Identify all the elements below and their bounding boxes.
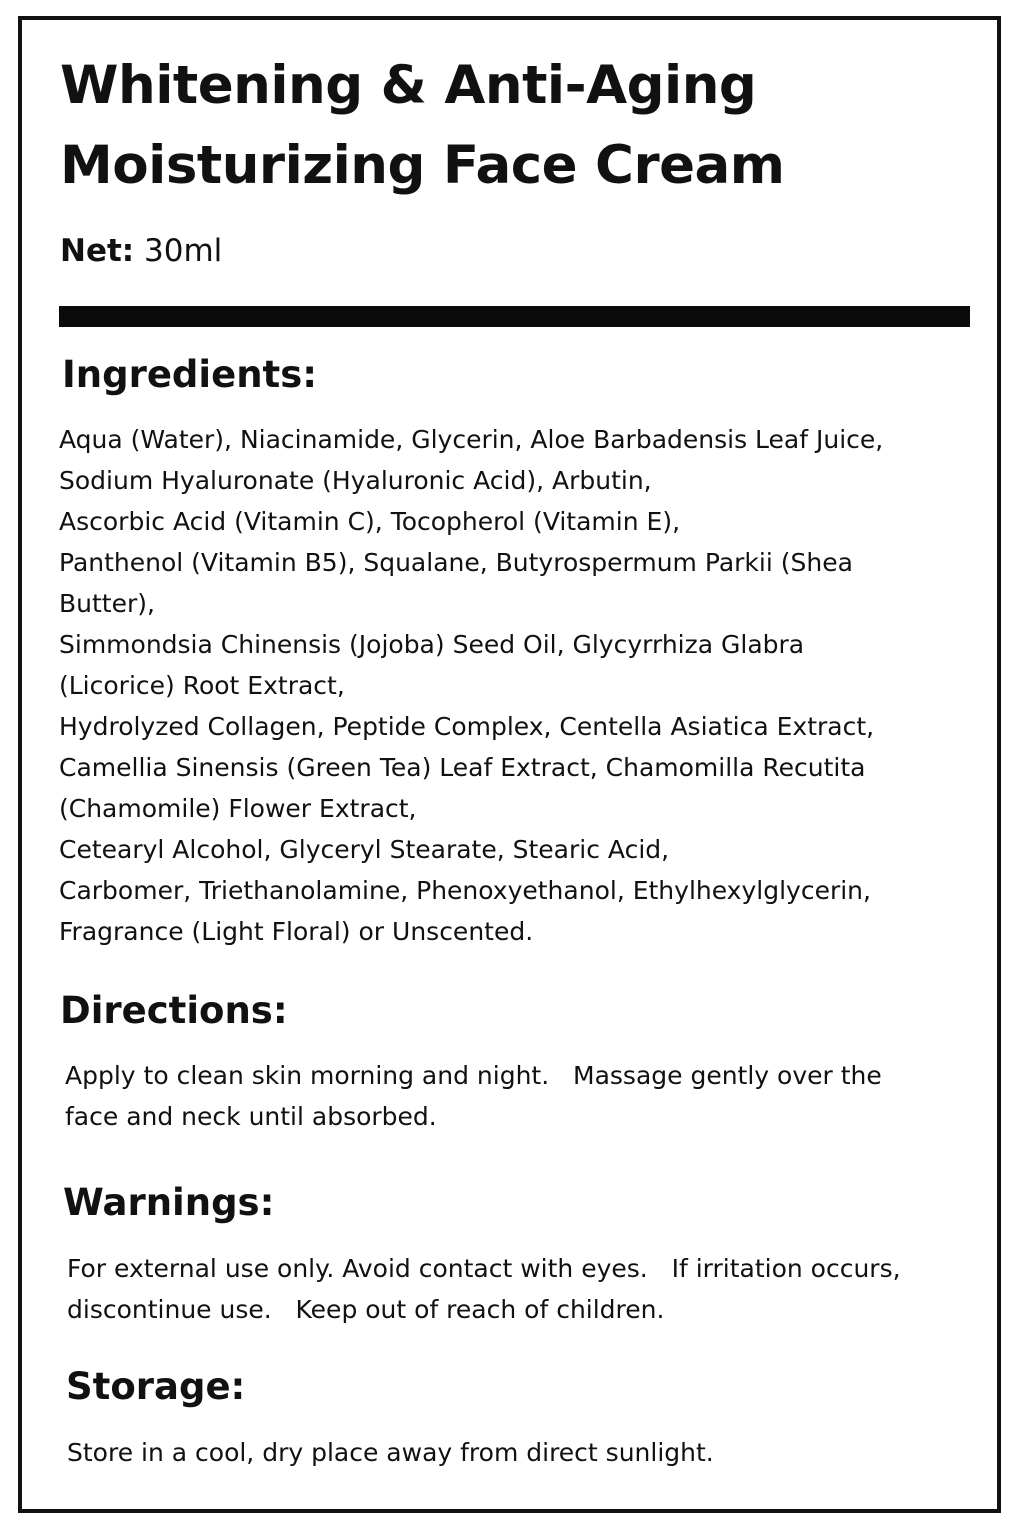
ingredients-line: Carbomer, Triethanolamine, Phenoxyethanol, Ethylhexylglycerin, [59,876,871,905]
ingredients-line: Aqua (Water), Niacinamide, Glycerin, Aloe Barbadensis Leaf Juice, [59,425,884,454]
ingredients-line: (Chamomile) Flower Extract, [59,794,417,823]
ingredients-line: Simmondsia Chinensis (Jojoba) Seed Oil, Glycyrrhiza Glabra [59,630,805,659]
ingredients-line: (Licorice) Root Extract, [59,671,345,700]
product-title-line: Moisturizing Face Cream [60,135,785,196]
ingredients-line: Cetearyl Alcohol, Glyceryl Stearate, Stearic Acid, [59,835,670,864]
storage-heading: Storage: [66,1365,246,1408]
warnings-text [67,1248,901,1330]
directions-heading: Directions: [60,989,288,1032]
storage-line: Store in a cool, dry place away from direct sunlight. [67,1438,714,1467]
directions-text [65,1055,882,1137]
ingredients-line: Ascorbic Acid (Vitamin C), Tocopherol (Vitamin E), [59,507,681,536]
storage-text [67,1432,714,1473]
divider-bar [59,306,970,327]
warnings-line: discontinue use. Keep out of reach of children. [67,1295,665,1324]
warnings-line: For external use only. Avoid contact with eyes. If irritation occurs, [67,1254,901,1283]
net-volume [60,228,222,274]
product-title-line: Whitening & Anti-Aging [60,55,757,116]
ingredients-line: Fragrance (Light Floral) or Unscented. [59,917,534,946]
ingredients-line: Camellia Sinensis (Green Tea) Leaf Extract, Chamomilla Recutita [59,753,866,782]
net-label: Net: [60,233,135,269]
directions-line: face and neck until absorbed. [65,1102,437,1131]
ingredients-line: Butter), [59,589,155,618]
ingredients-heading: Ingredients: [62,353,318,396]
directions-line: Apply to clean skin morning and night. Massage gently over the [65,1061,882,1090]
ingredients-list [59,419,883,952]
ingredients-line: Panthenol (Vitamin B5), Squalane, Butyrospermum Parkii (Shea [59,548,853,577]
product-title [60,46,980,206]
warnings-heading: Warnings: [63,1181,275,1224]
net-value: 30ml [134,233,223,269]
ingredients-line: Hydrolyzed Collagen, Peptide Complex, Centella Asiatica Extract, [59,712,875,741]
ingredients-line: Sodium Hyaluronate (Hyaluronic Acid), Arbutin, [59,466,652,495]
